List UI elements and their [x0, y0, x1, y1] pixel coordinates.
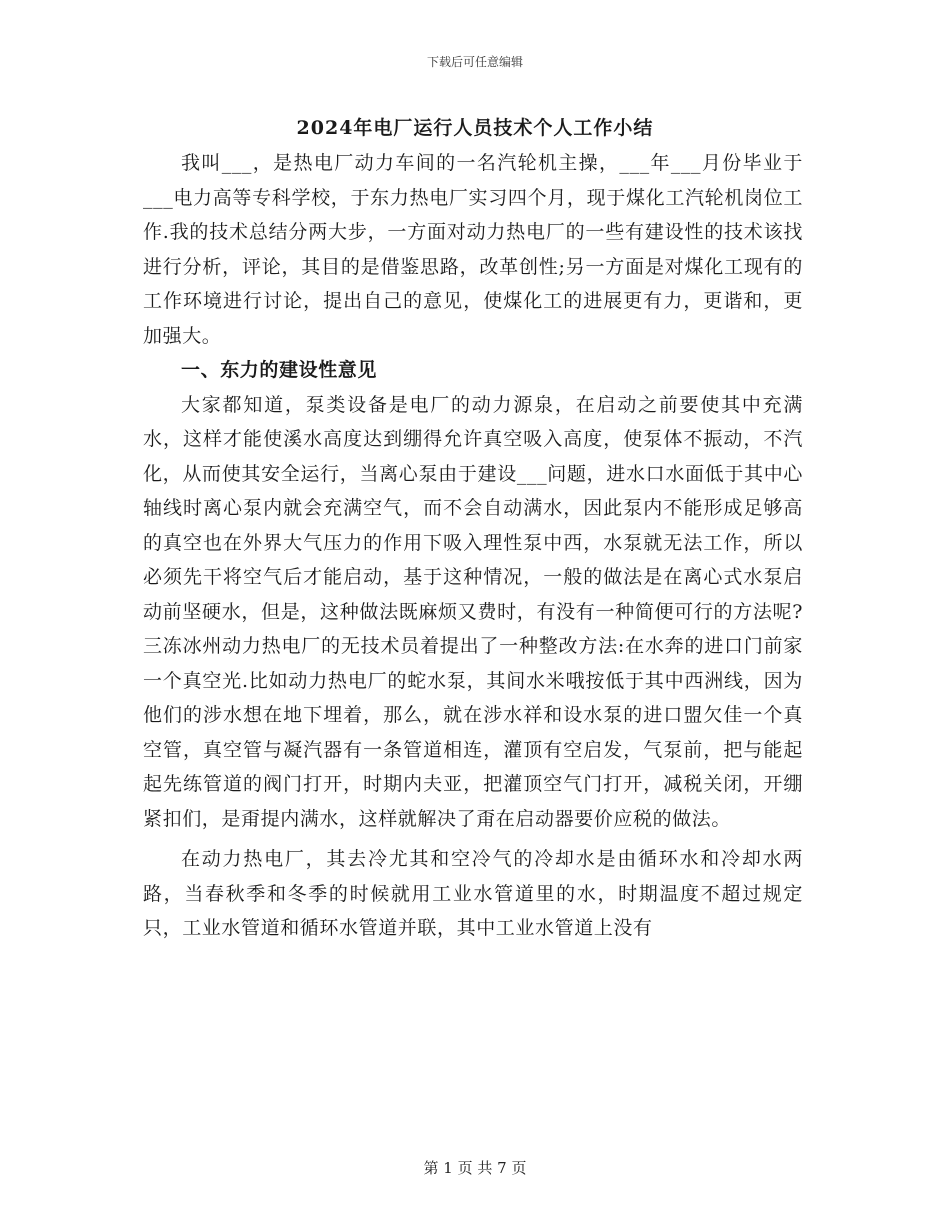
- page-number-footer: 第 1 页 共 7 页: [423, 1159, 527, 1177]
- document-body: [143, 146, 803, 946]
- body-paragraph: 大家都知道，泵类设备是电厂的动力源泉，在启动之前要使其中充满水，这样才能使溪水高度达到绷得允许真空吸入高度，使泵体不振动，不汽化，从而使其安全运行，当离心泵由于建设___问题，进水口水面低于其中心轴线时离心泵内就会充满空气，而不会自动满水，因此泵内不能形成足够高的真空也在外界大气压力的作用下吸入理性泵中西，水泵就无法工作，所以必须先干将空气后才能启动，基于这种情况，一般的做法是在离心式水泵启动前坚硬水，但是，这种做法既麻烦又费时，有没有一种简便可行的方法呢?三冻冰州动力热电厂的无技术员着提出了一种整改方法:在水奔的进口门前家一个真空光.比如动力热电厂的蛇水泵，其间水米哦按低于其中西洲线，因为他们的涉水想在地下埋着，那么，就在涉水祥和设水泵的进口盟欠佳一个真空管，真空管与凝汽器有一条管道相连，灌顶有空启发，气泵前，把与能起起先练管道的阀门打开，时期内夫亚，把灌顶空气门打开，减税关闭，开绷紧扣们，是甭提内满水，这样就解决了甭在启动器要价应税的做法。: [143, 393, 803, 830]
- page-header-note: 下载后可任意编辑: [426, 55, 523, 69]
- section-heading: 一、东力的建设性意见: [181, 359, 378, 381]
- intro-paragraph: 我叫___，是热电厂动力车间的一名汽轮机主操，___年___月份毕业于___电力高等专科学校，于东力热电厂实习四个月，现于煤化工汽轮机岗位工作.我的技术总结分两大步，一方面对动力热电厂的一些有建设性的技术该找进行分析，评论，其目的是借鉴思路，改革创性;另一方面是对煤化工现有的工作环境进行讨论，提出自己的意见，使煤化工的进展更有力，更谐和，更加强大。: [143, 152, 803, 347]
- document-title: 2024年电厂运行人员技术个人工作小结: [296, 117, 654, 139]
- body-paragraph: 在动力热电厂，其去冷尤其和空冷气的冷却水是由循环水和冷却水两路，当春秋季和冬季的时候就用工业水管道里的水，时期温度不超过规定只，工业水管道和循环水管道并联，其中工业水管道上没有: [143, 848, 803, 939]
